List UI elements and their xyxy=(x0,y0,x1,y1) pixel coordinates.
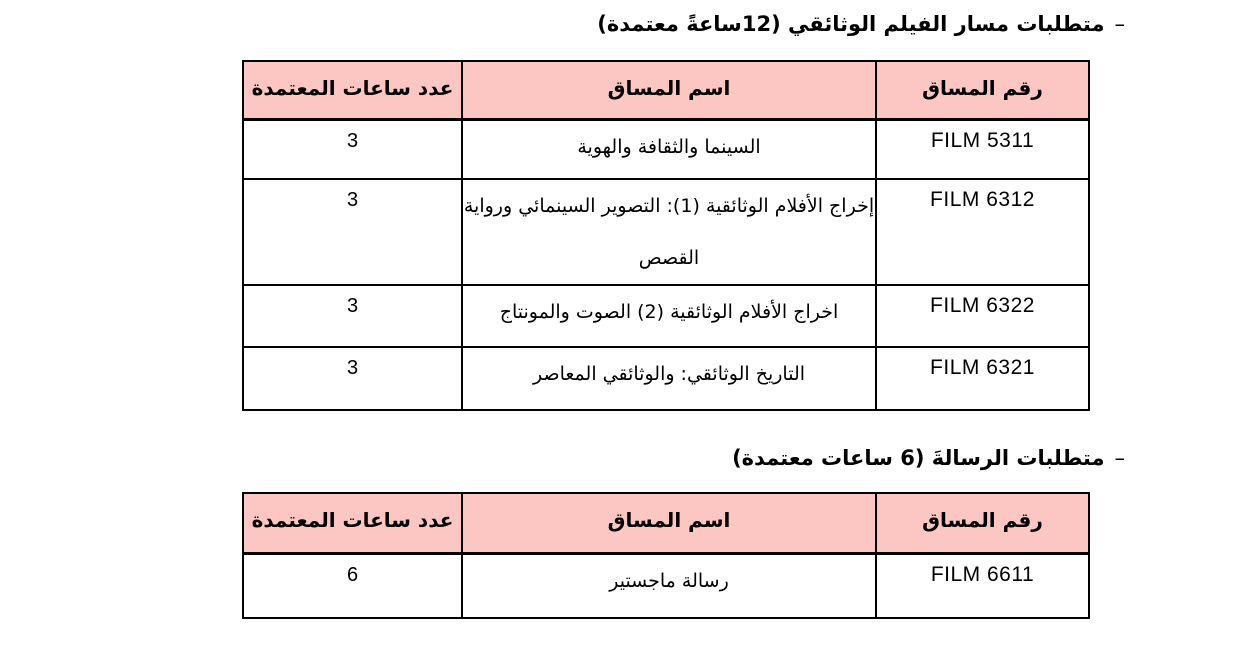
cell-course-name: السينما والثقافة والهوية xyxy=(462,119,876,179)
table-row xyxy=(243,179,1089,285)
table-header-row xyxy=(243,493,1089,553)
cell-credit-hours: 3 xyxy=(243,119,462,179)
table-row xyxy=(243,119,1089,179)
section-heading-thesis xyxy=(732,446,1125,470)
header-credit-hours: عدد ساعات المعتمدة xyxy=(243,493,462,553)
table-row xyxy=(243,347,1089,410)
table-header-row xyxy=(243,61,1089,119)
cell-course-name: اخراج الأفلام الوثائقية (2) الصوت والمونتاج xyxy=(462,285,876,347)
cell-credit-hours: 6 xyxy=(243,553,462,618)
cell-credit-hours: 3 xyxy=(243,179,462,285)
cell-course-number: FILM 5311 xyxy=(876,119,1089,179)
header-course-number: رقم المساق xyxy=(876,493,1089,553)
cell-course-name: التاريخ الوثائقي: والوثائقي المعاصر xyxy=(462,347,876,410)
dash-marker: – xyxy=(1114,12,1125,36)
cell-course-number: FILM 6611 xyxy=(876,553,1089,618)
header-course-name: اسم المساق xyxy=(462,493,876,553)
cell-course-number: FILM 6312 xyxy=(876,179,1089,285)
heading-text: متطلبات مسار الفيلم الوثائقي (12ساعةً معتمدة) xyxy=(597,12,1105,36)
cell-course-number: FILM 6322 xyxy=(876,285,1089,347)
header-course-name: اسم المساق xyxy=(462,61,876,119)
film-track-requirements-table xyxy=(242,60,1090,411)
header-course-number: رقم المساق xyxy=(876,61,1089,119)
section-heading-film-track xyxy=(597,12,1125,36)
header-credit-hours: عدد ساعات المعتمدة xyxy=(243,61,462,119)
cell-course-number: FILM 6321 xyxy=(876,347,1089,410)
dash-marker: – xyxy=(1114,446,1125,470)
heading-text: متطلبات الرسالةَ (6 ساعات معتمدة) xyxy=(732,446,1105,470)
table-row xyxy=(243,553,1089,618)
cell-course-name: رسالة ماجستير xyxy=(462,553,876,618)
cell-credit-hours: 3 xyxy=(243,347,462,410)
table-row xyxy=(243,285,1089,347)
thesis-requirements-table xyxy=(242,492,1090,619)
cell-credit-hours: 3 xyxy=(243,285,462,347)
cell-course-name: إخراج الأفلام الوثائقية (1): التصوير السينمائي ورواية القصص xyxy=(462,179,876,285)
